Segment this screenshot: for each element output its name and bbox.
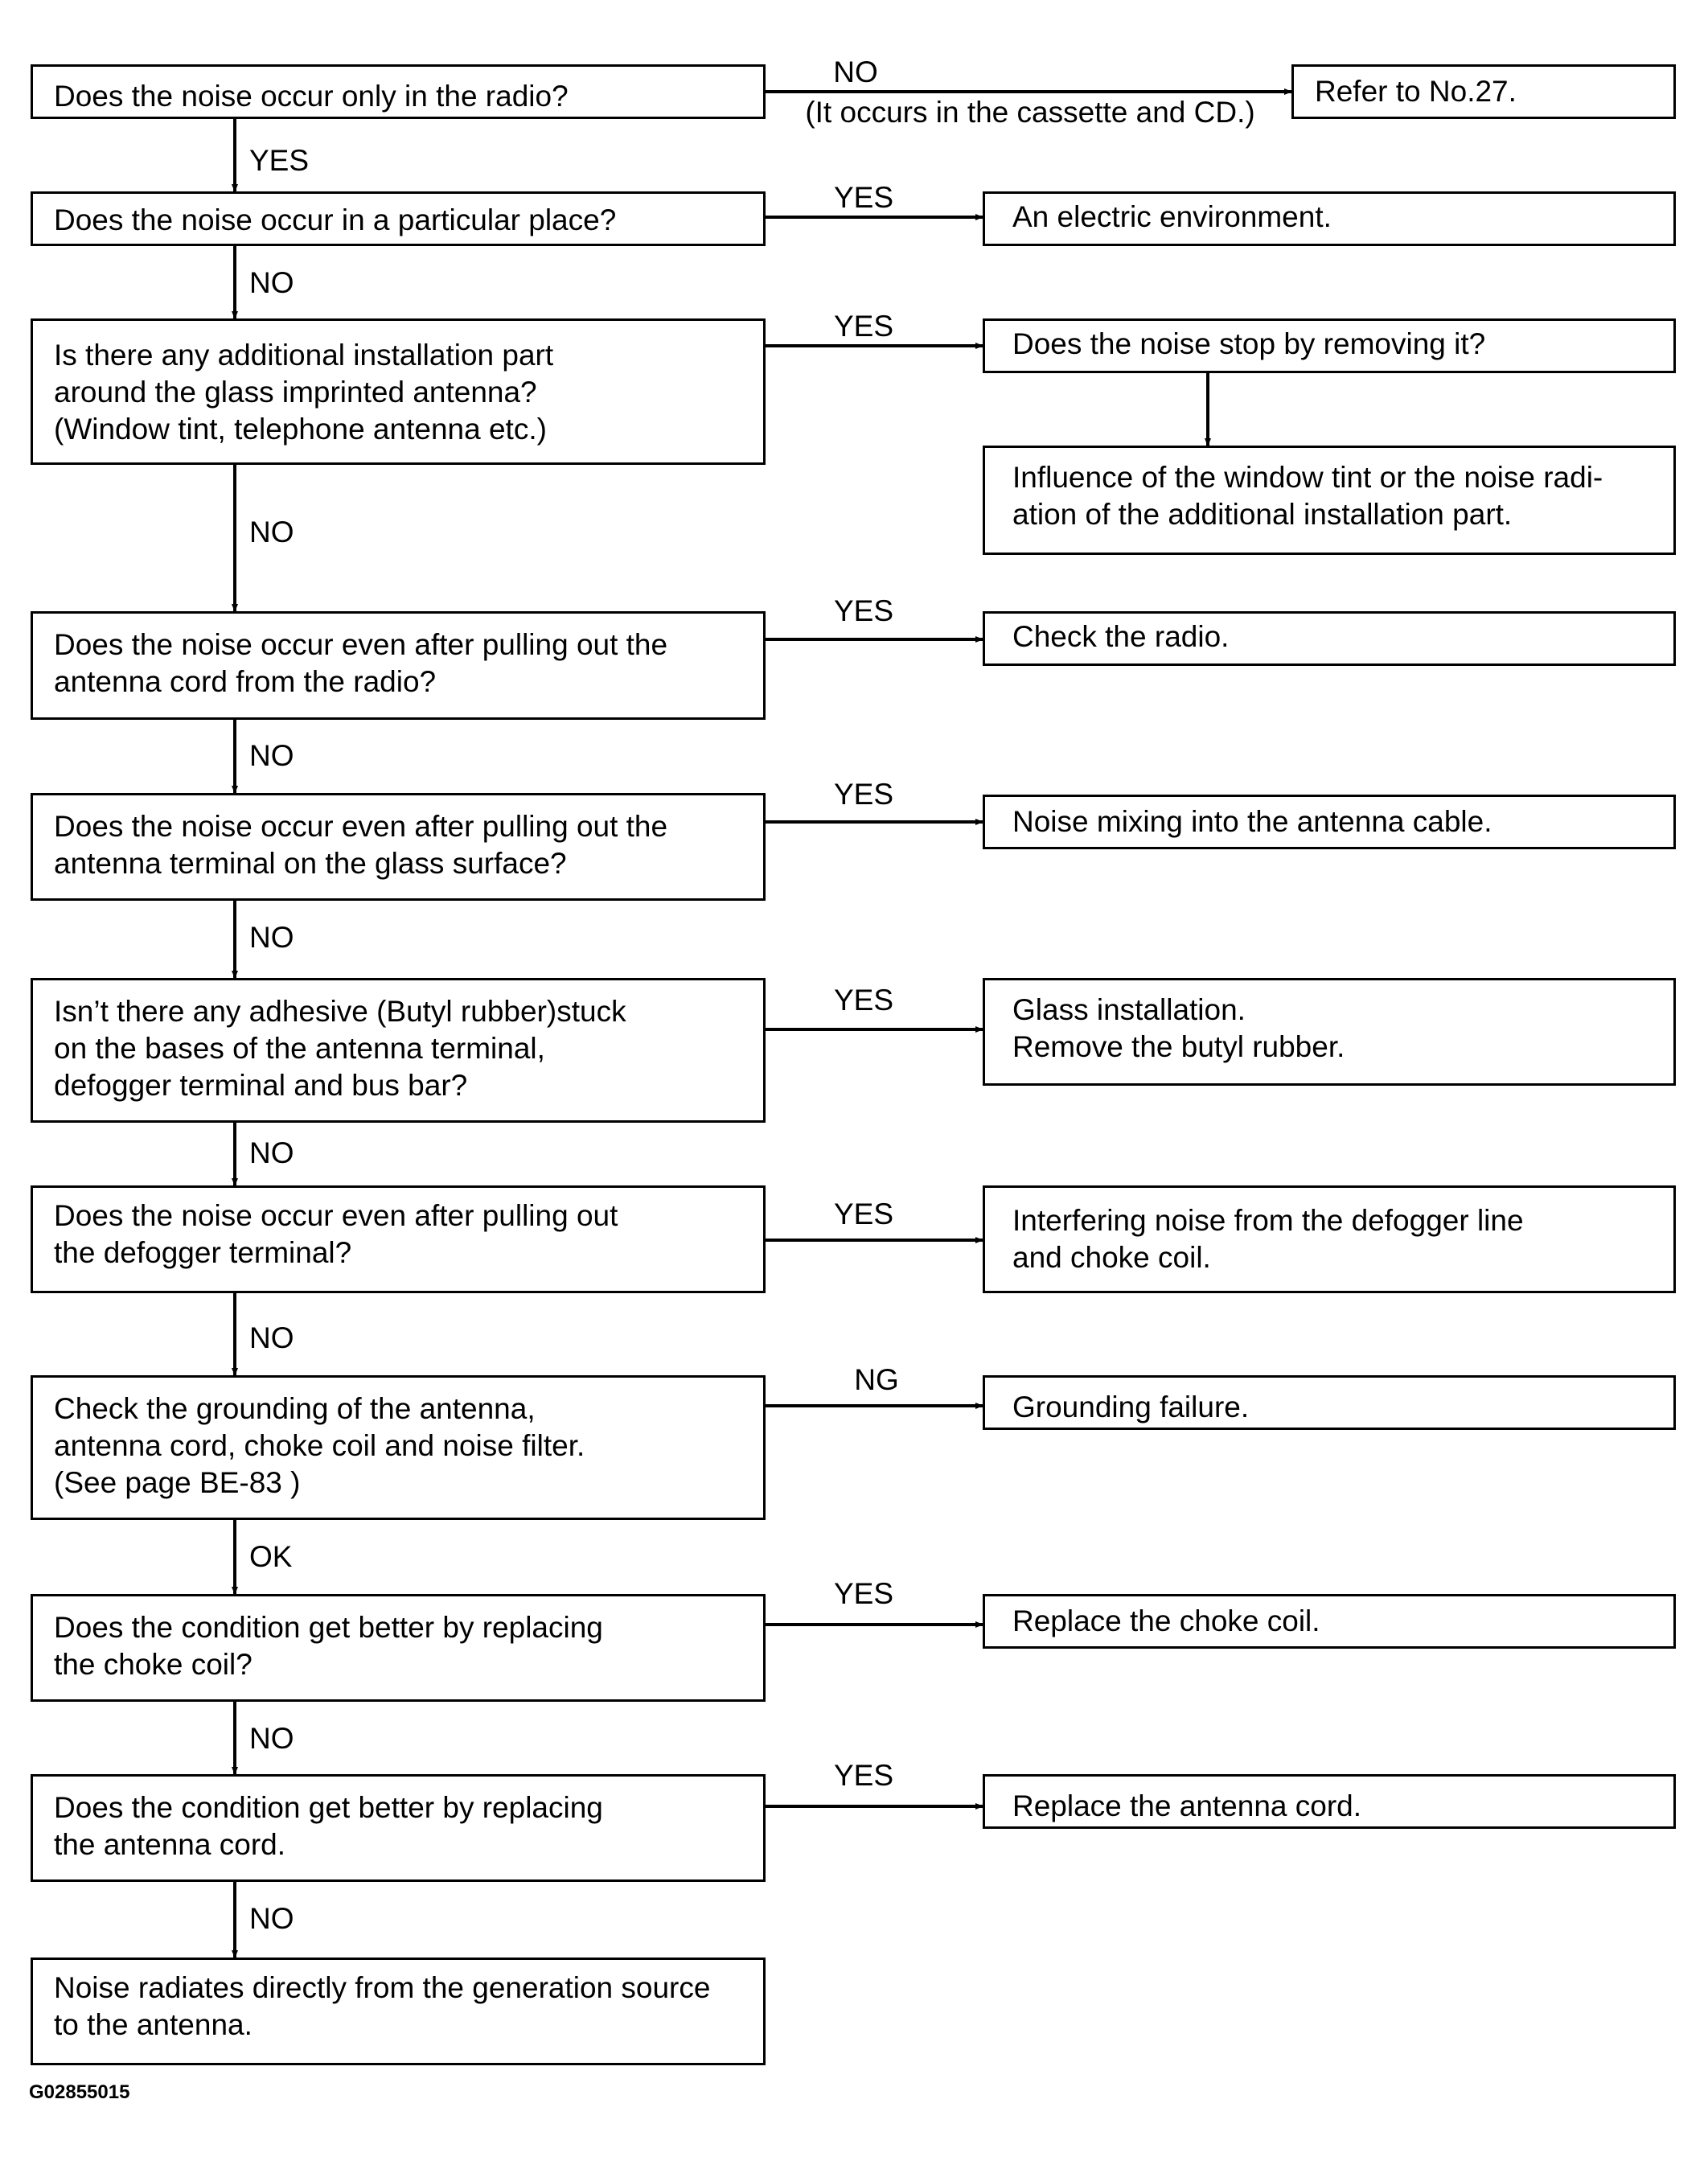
box-q2: Does the noise occur in a particular place? [31, 191, 766, 246]
label-q8-ng: NG [854, 1363, 899, 1396]
figure-code: G02855015 [29, 2081, 130, 2103]
box-window-tint-influence: Influence of the window tint or the noise radi- ation of the additional installation part. [983, 446, 1676, 555]
box-electric-environment: An electric environment. [983, 191, 1676, 246]
box-grounding-failure: Grounding failure. [983, 1375, 1676, 1430]
box-check-radio: Check the radio. [983, 611, 1676, 666]
box-q9: Does the condition get better by replacing the choke coil? [31, 1594, 766, 1702]
box-replace-choke-coil: Replace the choke coil. [983, 1594, 1676, 1649]
box-q7: Does the noise occur even after pulling out the defogger terminal? [31, 1185, 766, 1293]
label-q10-no: NO [249, 1902, 294, 1935]
label-q5-yes: YES [833, 778, 894, 811]
label-q2-no: NO [249, 266, 294, 299]
box-q4: Does the noise occur even after pulling out the antenna cord from the radio? [31, 611, 766, 720]
label-q1-no: NO [833, 55, 878, 88]
label-q7-no: NO [249, 1321, 294, 1354]
label-q4-yes: YES [833, 594, 894, 627]
box-q6: Isn’t there any adhesive (Butyl rubber)stuck on the bases of the antenna terminal, defogger terminal and bus bar? [31, 978, 766, 1123]
label-q1-no-note: (It occurs in the cassette and CD.) [805, 96, 1255, 129]
box-defogger-interference: Interfering noise from the defogger line and choke coil. [983, 1185, 1676, 1293]
label-q6-no: NO [249, 1136, 294, 1169]
label-q3-yes: YES [833, 310, 894, 343]
box-replace-antenna-cord: Replace the antenna cord. [983, 1774, 1676, 1829]
label-q10-yes: YES [833, 1759, 894, 1792]
box-antenna-cable-noise: Noise mixing into the antenna cable. [983, 795, 1676, 849]
box-q11: Noise radiates directly from the generation source to the antenna. [31, 1958, 766, 2065]
box-q8: Check the grounding of the antenna, antenna cord, choke coil and noise filter. (See page BE-83 ) [31, 1375, 766, 1520]
box-q3: Is there any additional installation part around the glass imprinted antenna? (Window tint, telephone antenna etc.) [31, 318, 766, 465]
label-q6-yes: YES [833, 984, 894, 1017]
box-refer-no27: Refer to No.27. [1291, 64, 1676, 119]
box-glass-installation: Glass installation. Remove the butyl rubber. [983, 978, 1676, 1086]
label-q7-yes: YES [833, 1198, 894, 1230]
label-q8-ok: OK [249, 1540, 293, 1573]
label-q4-no: NO [249, 739, 294, 772]
label-q3-no: NO [249, 516, 294, 548]
box-q1: Does the noise occur only in the radio? [31, 64, 766, 119]
label-q9-no: NO [249, 1722, 294, 1755]
label-q2-yes: YES [833, 181, 894, 214]
box-noise-stop-removing: Does the noise stop by removing it? [983, 318, 1676, 373]
label-q1-yes: YES [249, 144, 310, 177]
label-q5-no: NO [249, 921, 294, 954]
box-q5: Does the noise occur even after pulling out the antenna terminal on the glass surface? [31, 793, 766, 901]
box-q10: Does the condition get better by replacing the antenna cord. [31, 1774, 766, 1882]
label-q9-yes: YES [833, 1577, 894, 1610]
